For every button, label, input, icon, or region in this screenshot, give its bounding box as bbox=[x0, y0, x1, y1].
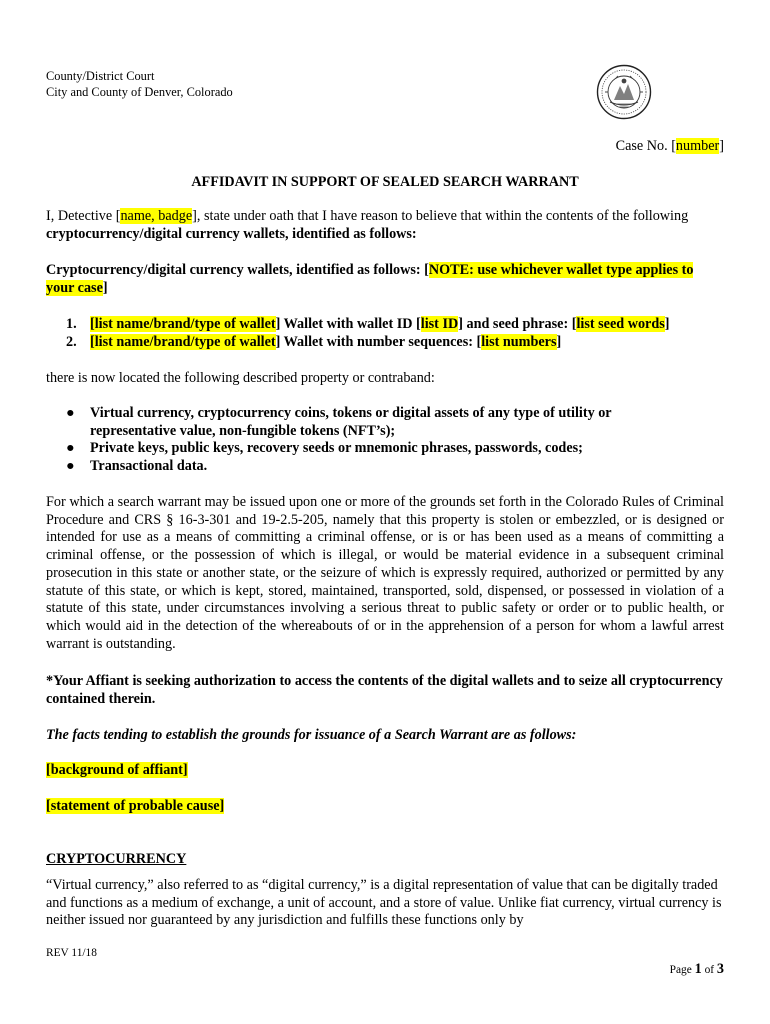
property-item-text: Transactional data. bbox=[90, 458, 208, 475]
probable-cause-section bbox=[46, 798, 724, 816]
intro-text-bold: cryptocurrency/digital currency wallets, identified as follows: bbox=[46, 225, 417, 242]
wallet-open-bracket: [ bbox=[90, 316, 95, 332]
probable-cause-placeholder: [statement of probable cause] bbox=[46, 798, 225, 814]
wallets-heading-close: ] bbox=[102, 279, 108, 296]
list-number: 1. bbox=[66, 316, 77, 332]
case-number-label: Case No. bbox=[615, 138, 672, 154]
list-number: 2. bbox=[66, 333, 77, 350]
located-paragraph: there is now located the following described property or contraband: bbox=[46, 370, 435, 386]
wallet-name-placeholder: list name/brand/type of wallet bbox=[94, 316, 276, 332]
wallet-close-bracket: ] bbox=[664, 316, 670, 332]
wallet-list bbox=[66, 316, 726, 351]
facts-heading: The facts tending to establish the grounds for issuance of a Search Warrant are as follows: bbox=[46, 727, 577, 743]
bullet-icon: ● bbox=[66, 458, 75, 475]
list-item bbox=[66, 440, 686, 458]
court-location: City and County of Denver, Colorado bbox=[46, 84, 233, 99]
wallets-heading bbox=[46, 262, 724, 297]
wallet-text: ] and seed phrase: [ bbox=[458, 316, 577, 332]
seed-words-placeholder: list seed words bbox=[576, 316, 665, 332]
affiant-note: *Your Affiant is seeking authorization to access the contents of the digital wallets and to seize all cryptocurrency contained therein. bbox=[46, 673, 723, 707]
case-number-placeholder: number bbox=[675, 138, 720, 154]
list-item bbox=[66, 334, 726, 352]
grounds-paragraph: For which a search warrant may be issued upon one or more of the grounds set forth in the Colorado Rules of Criminal Procedure and CRS § 16-3-301 and 19-2.5-205, namely that this property is stolen or embezzled, or is designed or intended for use as a means of committing a criminal offense, or is or has been used as a means of committing a criminal offense, or the possession of which is illegal, or would be material evidence in a subsequent criminal prosecution in this state or another state, or the seizure of which is expressly required, authorized or permitted by any statute of this state, or which is kept, stored, maintained, transported, sold, dispensed, or possessed in violation of a statute of this state, under circumstances involving a serious threat to public safety or order or to public health, or which would aid in the detection of the whereabouts of or in the apprehension of a person for whom a lawful arrest warrant is outstanding. bbox=[46, 494, 724, 652]
court-seal-icon bbox=[596, 64, 652, 120]
property-item-text: Virtual currency, cryptocurrency coins, tokens or digital assets of any type of utility or representative value, non-fungible tokens (NFT’s); bbox=[90, 405, 612, 439]
document-title: AFFIDAVIT IN SUPPORT OF SEALED SEARCH WARRANT bbox=[191, 174, 579, 190]
wallet-type-note: NOTE: use whichever wallet type applies to your case bbox=[46, 262, 694, 296]
page-word: Page bbox=[669, 964, 695, 976]
wallet-text: ] Wallet with number sequences: [ bbox=[275, 333, 482, 350]
cryptocurrency-paragraph: “Virtual currency,” also referred to as “digital currency,” is a digital representation of value that can be digitally traded and functions as a medium of exchange, a unit of account, and a store of value. Unlike fiat currency, virtual currency is neither issued nor guaranteed by any jurisdiction and fulfills these functions only by bbox=[46, 877, 722, 929]
list-item bbox=[66, 316, 726, 334]
court-header bbox=[46, 69, 233, 100]
detective-name-placeholder: name, badge bbox=[120, 208, 193, 224]
number-sequences-placeholder: list numbers bbox=[481, 333, 557, 350]
bullet-icon: ● bbox=[66, 405, 75, 421]
property-list bbox=[66, 405, 686, 476]
property-item-text: Private keys, public keys, recovery seeds or mnemonic phrases, passwords, codes; bbox=[90, 440, 583, 457]
cryptocurrency-heading: CRYPTOCURRENCY bbox=[46, 851, 187, 867]
wallets-heading-text: Cryptocurrency/digital currency wallets, identified as follows: [ bbox=[46, 262, 429, 278]
list-item bbox=[66, 458, 686, 476]
background-placeholder: [background of affiant] bbox=[46, 762, 188, 778]
bullet-icon: ● bbox=[66, 440, 75, 457]
wallet-close-bracket: ] bbox=[556, 333, 562, 350]
total-pages: 3 bbox=[716, 961, 724, 977]
revision-label: REV 11/18 bbox=[46, 947, 97, 959]
current-page: 1 bbox=[694, 961, 702, 977]
case-number: Case No. [number] bbox=[615, 138, 724, 154]
intro-text-middle: ], state under oath that I have reason to believe that within the contents of the following bbox=[192, 208, 689, 224]
wallet-id-placeholder: list ID bbox=[420, 316, 459, 332]
court-name: County/District Court bbox=[46, 69, 155, 83]
intro-paragraph bbox=[46, 208, 724, 243]
intro-text-start: I, Detective [ bbox=[46, 208, 121, 224]
page-number bbox=[670, 961, 724, 980]
list-item bbox=[66, 405, 686, 440]
wallet-name-placeholder: list name/brand/type of wallet bbox=[94, 333, 276, 350]
of-word: of bbox=[701, 964, 717, 976]
background-section bbox=[46, 762, 724, 780]
wallet-text: ] Wallet with wallet ID [ bbox=[275, 316, 421, 332]
wallet-open-bracket: [ bbox=[90, 333, 95, 350]
